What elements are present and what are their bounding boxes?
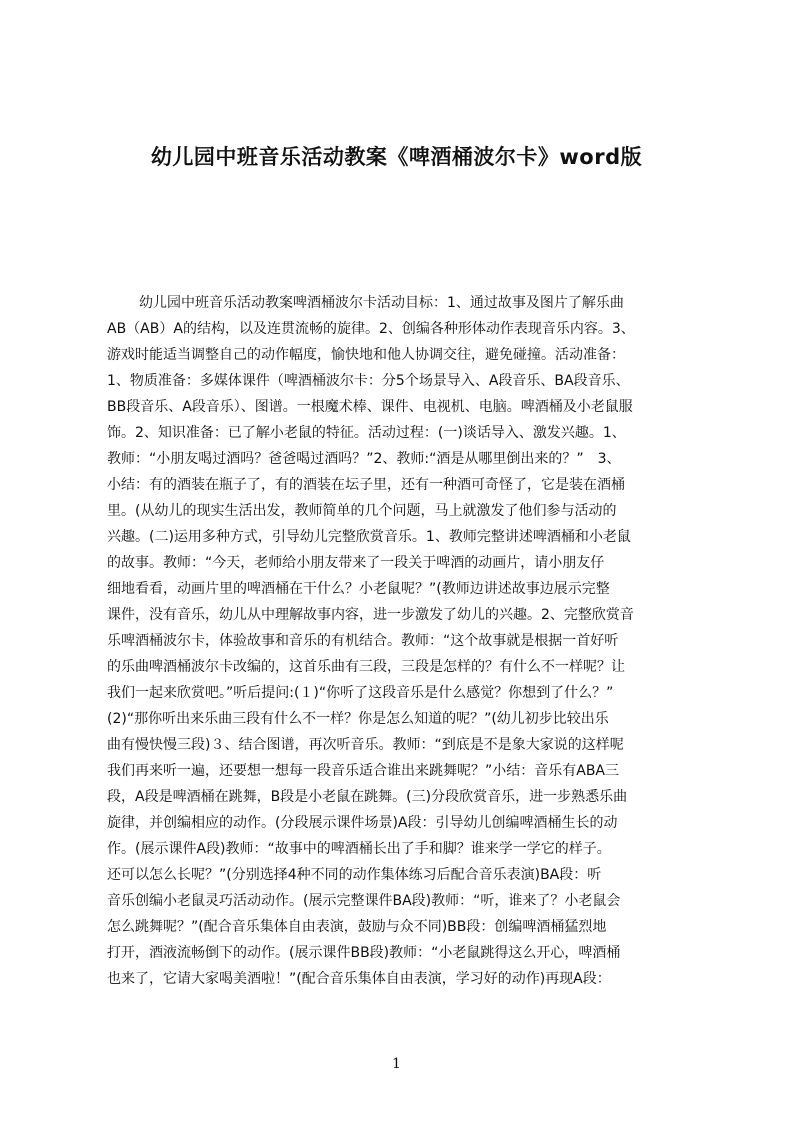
text-line: 幼儿园中班音乐活动教案啤酒桶波尔卡活动目标：1、通过故事及图片了解乐曲 (139, 295, 624, 311)
text-line: 旋律，并创编相应的动作。(分段展示课件场景)A段：引导幼儿创编啤酒桶生长的动 (107, 815, 618, 831)
text-line: (2)“那你听出来乐曲三段有什么不一样？你是怎么知道的呢？”(幼儿初步比较出乐 (107, 711, 609, 727)
text-line: 课件，没有音乐，幼儿从中理解故事内容，进一步激发了幼儿的兴趣。2、完整欣赏音 (107, 607, 634, 623)
document-title: 幼儿园中班音乐活动教案《啤酒桶波尔卡》word版 (150, 145, 643, 169)
text-line: AB（AB）A的结构，以及连贯流畅的旋律。2、创编各种形体动作表现音乐内容。3、 (107, 321, 635, 337)
text-line: 兴趣。(二)运用多种方式，引导幼儿完整欣赏音乐。1、教师完整讲述啤酒桶和小老鼠 (107, 529, 631, 545)
page-number: 1 (392, 1056, 401, 1072)
text-line: 里。(从幼儿的现实生活出发，教师简单的几个问题，马上就激发了他们参与活动的 (107, 503, 617, 519)
text-line: 我们再来听一遍，还要想一想每一段音乐适合谁出来跳舞呢？”小结：音乐有ABA三 (107, 763, 620, 779)
text-line: 细地看看，动画片里的啤酒桶在干什么？小老鼠呢？”(教师边讲述故事边展示完整 (107, 581, 610, 597)
text-line: 段，A段是啤酒桶在跳舞，B段是小老鼠在跳舞。(三)分段欣赏音乐，进一步熟悉乐曲 (107, 789, 628, 805)
text-line: 游戏时能适当调整自己的动作幅度，愉快地和他人协调交往，避免碰撞。活动准备： (107, 347, 625, 363)
text-line: 教师：“小朋友喝过酒吗？爸爸喝过酒吗？”2、教师:“酒是从哪里倒出来的？” 3、 (107, 451, 621, 467)
text-line: 作。(展示课件A段)教师：“故事中的啤酒桶长出了手和脚？谁来学一学它的样子。 (107, 841, 611, 857)
body-text (107, 290, 697, 992)
text-line: 乐啤酒桶波尔卡，体验故事和音乐的有机结合。教师：“这个故事就是根据一首好听 (107, 633, 619, 649)
text-line: 的故事。教师：“今天，老师给小朋友带来了一段关于啤酒的动画片，请小朋友仔 (107, 555, 605, 571)
text-line: 音乐创编小老鼠灵巧活动动作。(展示完整课件BA段)教师：“听，谁来了？小老鼠会 (107, 893, 621, 909)
text-line: 1、物质准备：多媒体课件（啤酒桶波尔卡：分5个场景导入、A段音乐、BA段音乐、 (107, 373, 630, 389)
text-line: 怎么跳舞呢？”(配合音乐集体自由表演，鼓励与众不同)BB段：创编啤酒桶猛烈地 (107, 919, 607, 935)
text-line: 曲有慢快慢三段)３、结合图谱，再次听音乐。教师：“到底是不是象大家说的这样呢 (107, 737, 624, 753)
text-line: BB段音乐、A段音乐）、图谱。一根魔术棒、课件、电视机、电脑。啤酒桶及小老鼠服 (107, 399, 633, 415)
text-line: 打开，酒液流畅倒下的动作。(展示课件BB段)教师：“小老鼠跳得这么开心，啤酒桶 (107, 945, 621, 961)
text-line: 也来了，它请大家喝美酒啦！”(配合音乐集体自由表演，学习好的动作)再现A段： (107, 971, 611, 987)
text-line: 还可以怎么长呢？”(分别选择4种不同的动作集体练习后配合音乐表演)BA段：听 (107, 867, 602, 883)
text-line: 饰。2、知识准备：已了解小老鼠的特征。活动过程：(一)谈话导入、激发兴趣。1、 (107, 425, 626, 441)
text-line: 小结：有的酒装在瓶子了，有的酒装在坛子里，还有一种酒可奇怪了，它是装在酒桶 (107, 477, 625, 493)
text-line: 我们一起来欣赏吧。”听后提问:(１)“你听了这段音乐是什么感觉？你想到了什么？” (107, 685, 614, 701)
text-line: 的乐曲啤酒桶波尔卡改编的，这首乐曲有三段，三段是怎样的？有什么不一样呢？让 (107, 659, 625, 675)
